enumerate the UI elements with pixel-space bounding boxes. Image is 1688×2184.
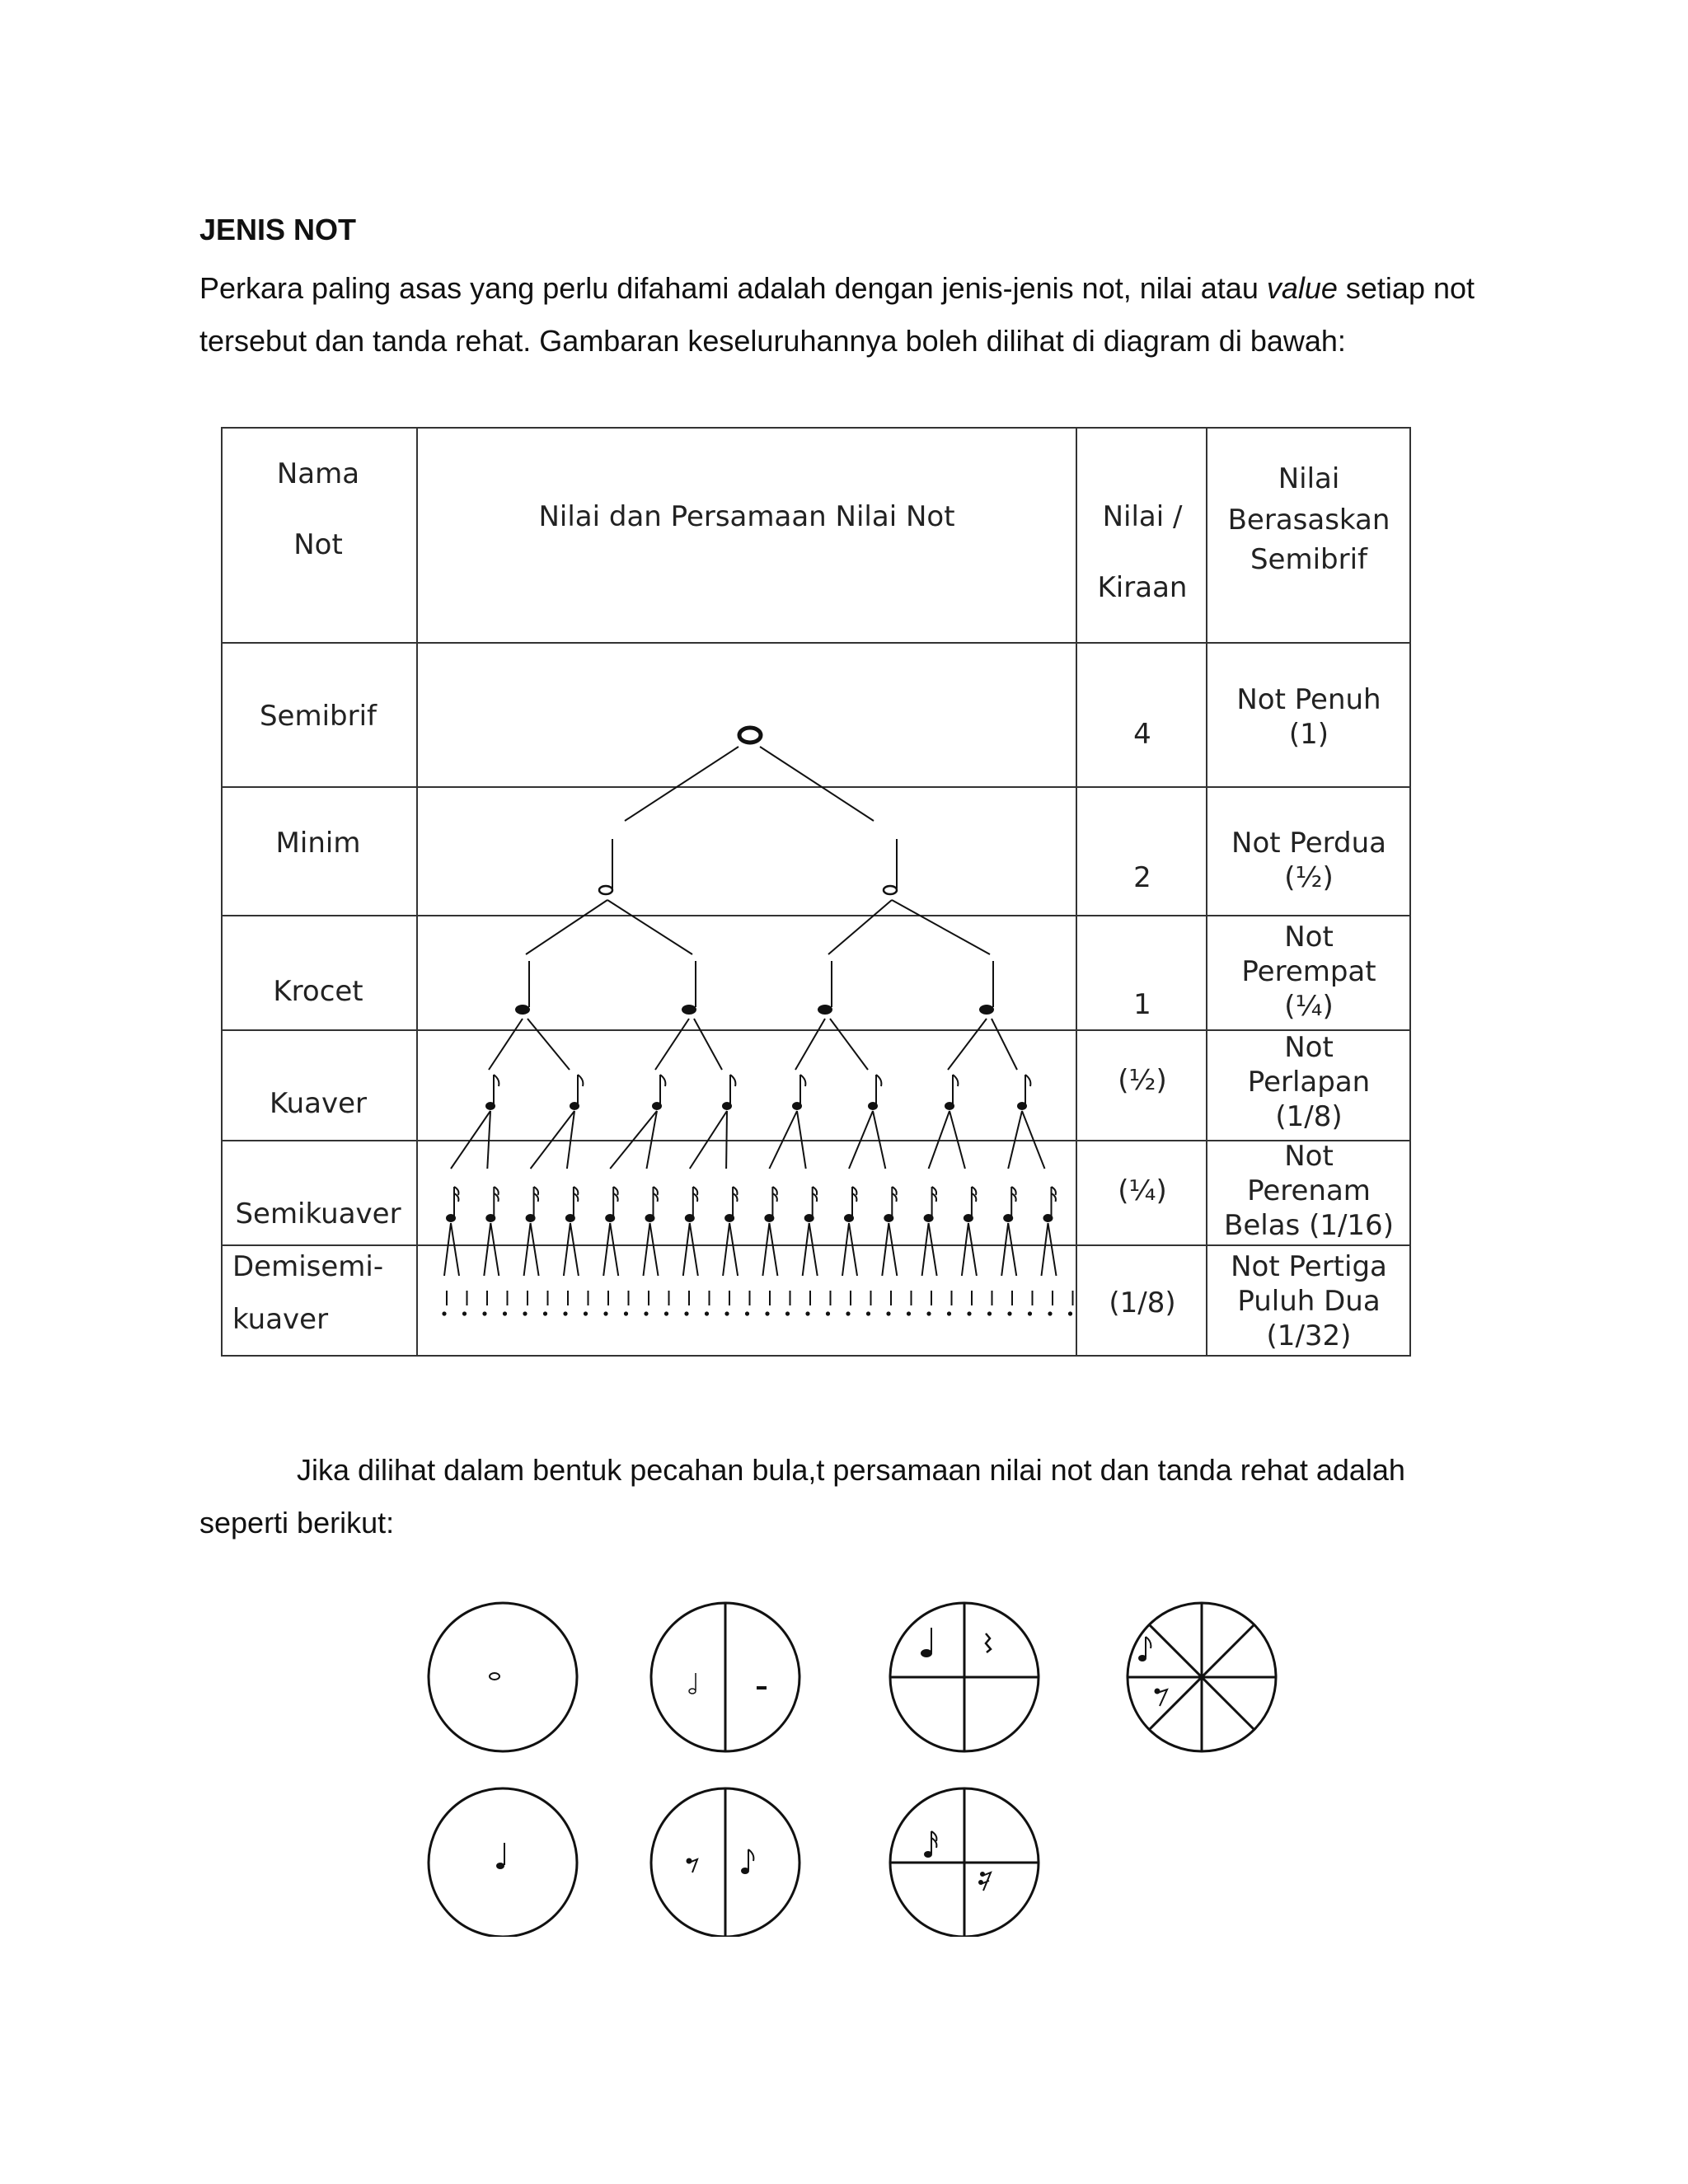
crotchet-icon <box>921 1628 932 1657</box>
demisemiquaver-note-icon <box>603 1311 607 1315</box>
row-name-kuaver: Kuaver <box>269 1087 368 1120</box>
demisemiquaver-note-icon <box>805 1311 809 1315</box>
minim-rest-icon <box>757 1686 767 1690</box>
circle-halves <box>651 1603 799 1751</box>
tree-branch <box>526 900 607 954</box>
tree-branch <box>803 1223 809 1276</box>
crotchet-icon <box>496 1843 504 1869</box>
row-value-krocet-3: (¼) <box>1284 990 1334 1023</box>
tree-branch <box>524 1223 531 1276</box>
circle-halves-quaver <box>651 1788 799 1937</box>
demisemiquaver-note-icon <box>523 1311 527 1315</box>
minim-note-icon <box>884 886 897 894</box>
row-name-semibrif: Semibrif <box>259 700 377 733</box>
semiquaver-icon <box>924 1831 936 1858</box>
demisemiquaver-note-icon <box>926 1311 931 1315</box>
tree-branch <box>828 900 892 954</box>
demisemiquaver-note-icon <box>563 1311 567 1315</box>
tree-branch <box>655 1019 689 1070</box>
demisemiquaver-note-icon <box>785 1311 790 1315</box>
tree-branch <box>795 1019 825 1070</box>
note-tree-diagram <box>442 728 1072 1316</box>
tree-branch <box>650 1223 659 1276</box>
demisemiquaver-note-icon <box>886 1311 890 1315</box>
tree-branch <box>809 1223 818 1276</box>
tree-branch <box>1001 1223 1008 1276</box>
tree-branch <box>489 1019 523 1070</box>
crotchet-rest-icon <box>986 1633 991 1652</box>
demisemiquaver-note-icon <box>907 1311 911 1315</box>
demisemiquaver-note-icon <box>684 1311 688 1315</box>
tree-branch <box>528 1019 570 1070</box>
tree-branch <box>1008 1223 1016 1276</box>
demisemiquaver-note-icon <box>624 1311 628 1315</box>
tree-branch <box>444 1223 451 1276</box>
demisemiquaver-note-icon <box>482 1311 486 1315</box>
circle-quarters <box>890 1603 1039 1751</box>
tree-branch <box>607 900 692 954</box>
circle-eighths <box>1128 1603 1276 1751</box>
minim-icon <box>689 1673 696 1694</box>
tree-branch <box>760 747 874 821</box>
quaver-rest-icon <box>687 1858 698 1873</box>
circle-whole-crotchet <box>429 1788 577 1937</box>
note-value-table <box>221 427 1411 1357</box>
demisemiquaver-note-icon <box>664 1311 668 1315</box>
tree-branch <box>531 1223 539 1276</box>
tree-branch <box>830 1019 868 1070</box>
tree-branch <box>723 1223 729 1276</box>
crotchet-note-icon <box>515 1005 530 1015</box>
tree-branch <box>610 1223 618 1276</box>
row-value-minim-1: Not Perdua <box>1231 827 1386 860</box>
tree-branch <box>694 1019 722 1070</box>
semiquaver-rest-icon <box>978 1872 991 1891</box>
row-value-kuaver-2: Perlapan <box>1247 1066 1371 1099</box>
demisemiquaver-note-icon <box>503 1311 507 1315</box>
row-value-krocet-2: Perempat <box>1241 955 1376 988</box>
tree-branch <box>992 1019 1017 1070</box>
row-name-demisemikuaver-2: kuaver <box>232 1303 329 1336</box>
demisemiquaver-note-icon <box>1007 1311 1011 1315</box>
header-name-line1: Nama <box>276 457 360 490</box>
row-value-demisemikuaver-3: (1/32) <box>1266 1319 1352 1352</box>
tree-branch <box>683 1223 690 1276</box>
crotchet-note-icon <box>682 1005 696 1015</box>
tree-branch <box>929 1223 937 1276</box>
row-count-semibrif: 4 <box>1133 718 1151 751</box>
row-value-semibrif-2: (1) <box>1288 718 1329 751</box>
circle-quarters-semiquaver <box>890 1788 1039 1937</box>
row-value-demisemikuaver-1: Not Pertiga <box>1231 1250 1387 1283</box>
tree-branch <box>644 1223 650 1276</box>
fractions-paragraph: Jika dilihat dalam bentuk pecahan bula,t persamaan nilai not dan tanda rehat adalah seperti berikut: <box>199 1453 1405 1540</box>
tree-branch <box>769 1223 777 1276</box>
demisemiquaver-note-icon <box>1068 1311 1072 1315</box>
intro-text-part2: setiap not tersebut dan tanda rehat. Gambaran keseluruhannya boleh dilihat di diagram di bawah: <box>199 271 1475 358</box>
crotchet-note-icon <box>818 1005 832 1015</box>
tree-branch <box>484 1223 490 1276</box>
tree-branch <box>625 747 738 821</box>
row-value-semikuaver-2: Perenam <box>1247 1174 1371 1207</box>
demisemiquaver-note-icon <box>826 1311 830 1315</box>
tree-branch <box>726 1111 727 1169</box>
demisemiquaver-note-icon <box>1048 1311 1052 1315</box>
tree-branch <box>451 1223 459 1276</box>
row-count-kuaver: (½) <box>1118 1064 1167 1097</box>
row-value-kuaver-1: Not <box>1284 1031 1334 1064</box>
row-value-demisemikuaver-2: Puluh Dua <box>1237 1285 1381 1318</box>
tree-branch <box>1048 1223 1057 1276</box>
fraction-circles <box>412 1591 1319 1937</box>
header-name-line2: Not <box>293 528 343 561</box>
demisemiquaver-note-icon <box>846 1311 850 1315</box>
intro-text-part1: Perkara paling asas yang perlu difahami adalah dengan jenis-jenis not, nilai atau <box>199 271 1267 305</box>
quaver-rest-icon <box>1155 1689 1168 1707</box>
circle-whole <box>429 1603 577 1751</box>
quaver-icon <box>741 1849 753 1874</box>
header-semibreve-line3: Semibrif <box>1250 543 1368 576</box>
demisemiquaver-note-icon <box>705 1311 709 1315</box>
header-equivalence: Nilai dan Persamaan Nilai Not <box>538 500 955 533</box>
row-value-semibrif-1: Not Penuh <box>1236 683 1381 716</box>
row-value-semikuaver-1: Not <box>1284 1140 1334 1173</box>
tree-branch <box>968 1223 977 1276</box>
tree-branch <box>948 1019 987 1070</box>
demisemiquaver-note-icon <box>1028 1311 1032 1315</box>
row-count-krocet: 1 <box>1133 988 1151 1021</box>
tree-branch <box>570 1223 579 1276</box>
tree-branch <box>889 1223 897 1276</box>
row-count-minim: 2 <box>1133 861 1151 894</box>
tree-branch <box>922 1223 929 1276</box>
row-value-semikuaver-3: Belas (1/16) <box>1224 1209 1394 1242</box>
demisemiquaver-note-icon <box>442 1311 446 1315</box>
row-name-demisemikuaver-1: Demisemi- <box>232 1250 384 1283</box>
row-name-krocet: Krocet <box>273 975 363 1008</box>
tree-branch <box>690 1223 698 1276</box>
tree-branch <box>564 1223 570 1276</box>
row-count-semikuaver: (¼) <box>1118 1174 1167 1207</box>
row-name-semikuaver: Semikuaver <box>235 1197 401 1230</box>
demisemiquaver-note-icon <box>543 1311 547 1315</box>
row-name-minim: Minim <box>275 827 361 860</box>
demisemiquaver-note-icon <box>947 1311 951 1315</box>
row-value-krocet-1: Not <box>1284 921 1334 954</box>
header-count-line2: Kiraan <box>1097 571 1188 604</box>
tree-branch <box>490 1223 499 1276</box>
demisemiquaver-note-icon <box>644 1311 648 1315</box>
tree-branch <box>842 1223 849 1276</box>
semibreve-icon <box>490 1673 499 1680</box>
demisemiquaver-note-icon <box>724 1311 729 1315</box>
demisemiquaver-note-icon <box>967 1311 971 1315</box>
intro-paragraph <box>199 262 1502 368</box>
tree-branch <box>892 900 990 954</box>
crotchet-note-icon <box>979 1005 994 1015</box>
demisemiquaver-note-icon <box>987 1311 992 1315</box>
header-count-line1: Nilai / <box>1102 500 1183 533</box>
tree-branch <box>849 1223 857 1276</box>
intro-italic-word: value <box>1266 271 1338 305</box>
header-semibreve-line1: Nilai <box>1278 462 1340 495</box>
tree-branch <box>882 1223 889 1276</box>
tree-branch <box>729 1223 738 1276</box>
page-title: JENIS NOT <box>199 213 357 246</box>
quaver-icon <box>1138 1637 1151 1661</box>
row-count-demisemikuaver: (1/8) <box>1109 1286 1176 1319</box>
tree-branch <box>962 1223 968 1276</box>
demisemiquaver-note-icon <box>745 1311 749 1315</box>
row-value-minim-2: (½) <box>1284 861 1334 894</box>
demisemiquaver-note-icon <box>462 1311 467 1315</box>
tree-branch <box>1042 1223 1048 1276</box>
row-value-kuaver-3: (1/8) <box>1275 1100 1343 1133</box>
tree-branch <box>603 1223 610 1276</box>
tree-branch <box>762 1223 769 1276</box>
demisemiquaver-note-icon <box>765 1311 769 1315</box>
semibreve-note-icon <box>739 728 761 743</box>
demisemiquaver-note-icon <box>584 1311 588 1315</box>
header-semibreve-line2: Berasaskan <box>1227 504 1390 537</box>
minim-note-icon <box>599 886 612 894</box>
demisemiquaver-note-icon <box>866 1311 870 1315</box>
